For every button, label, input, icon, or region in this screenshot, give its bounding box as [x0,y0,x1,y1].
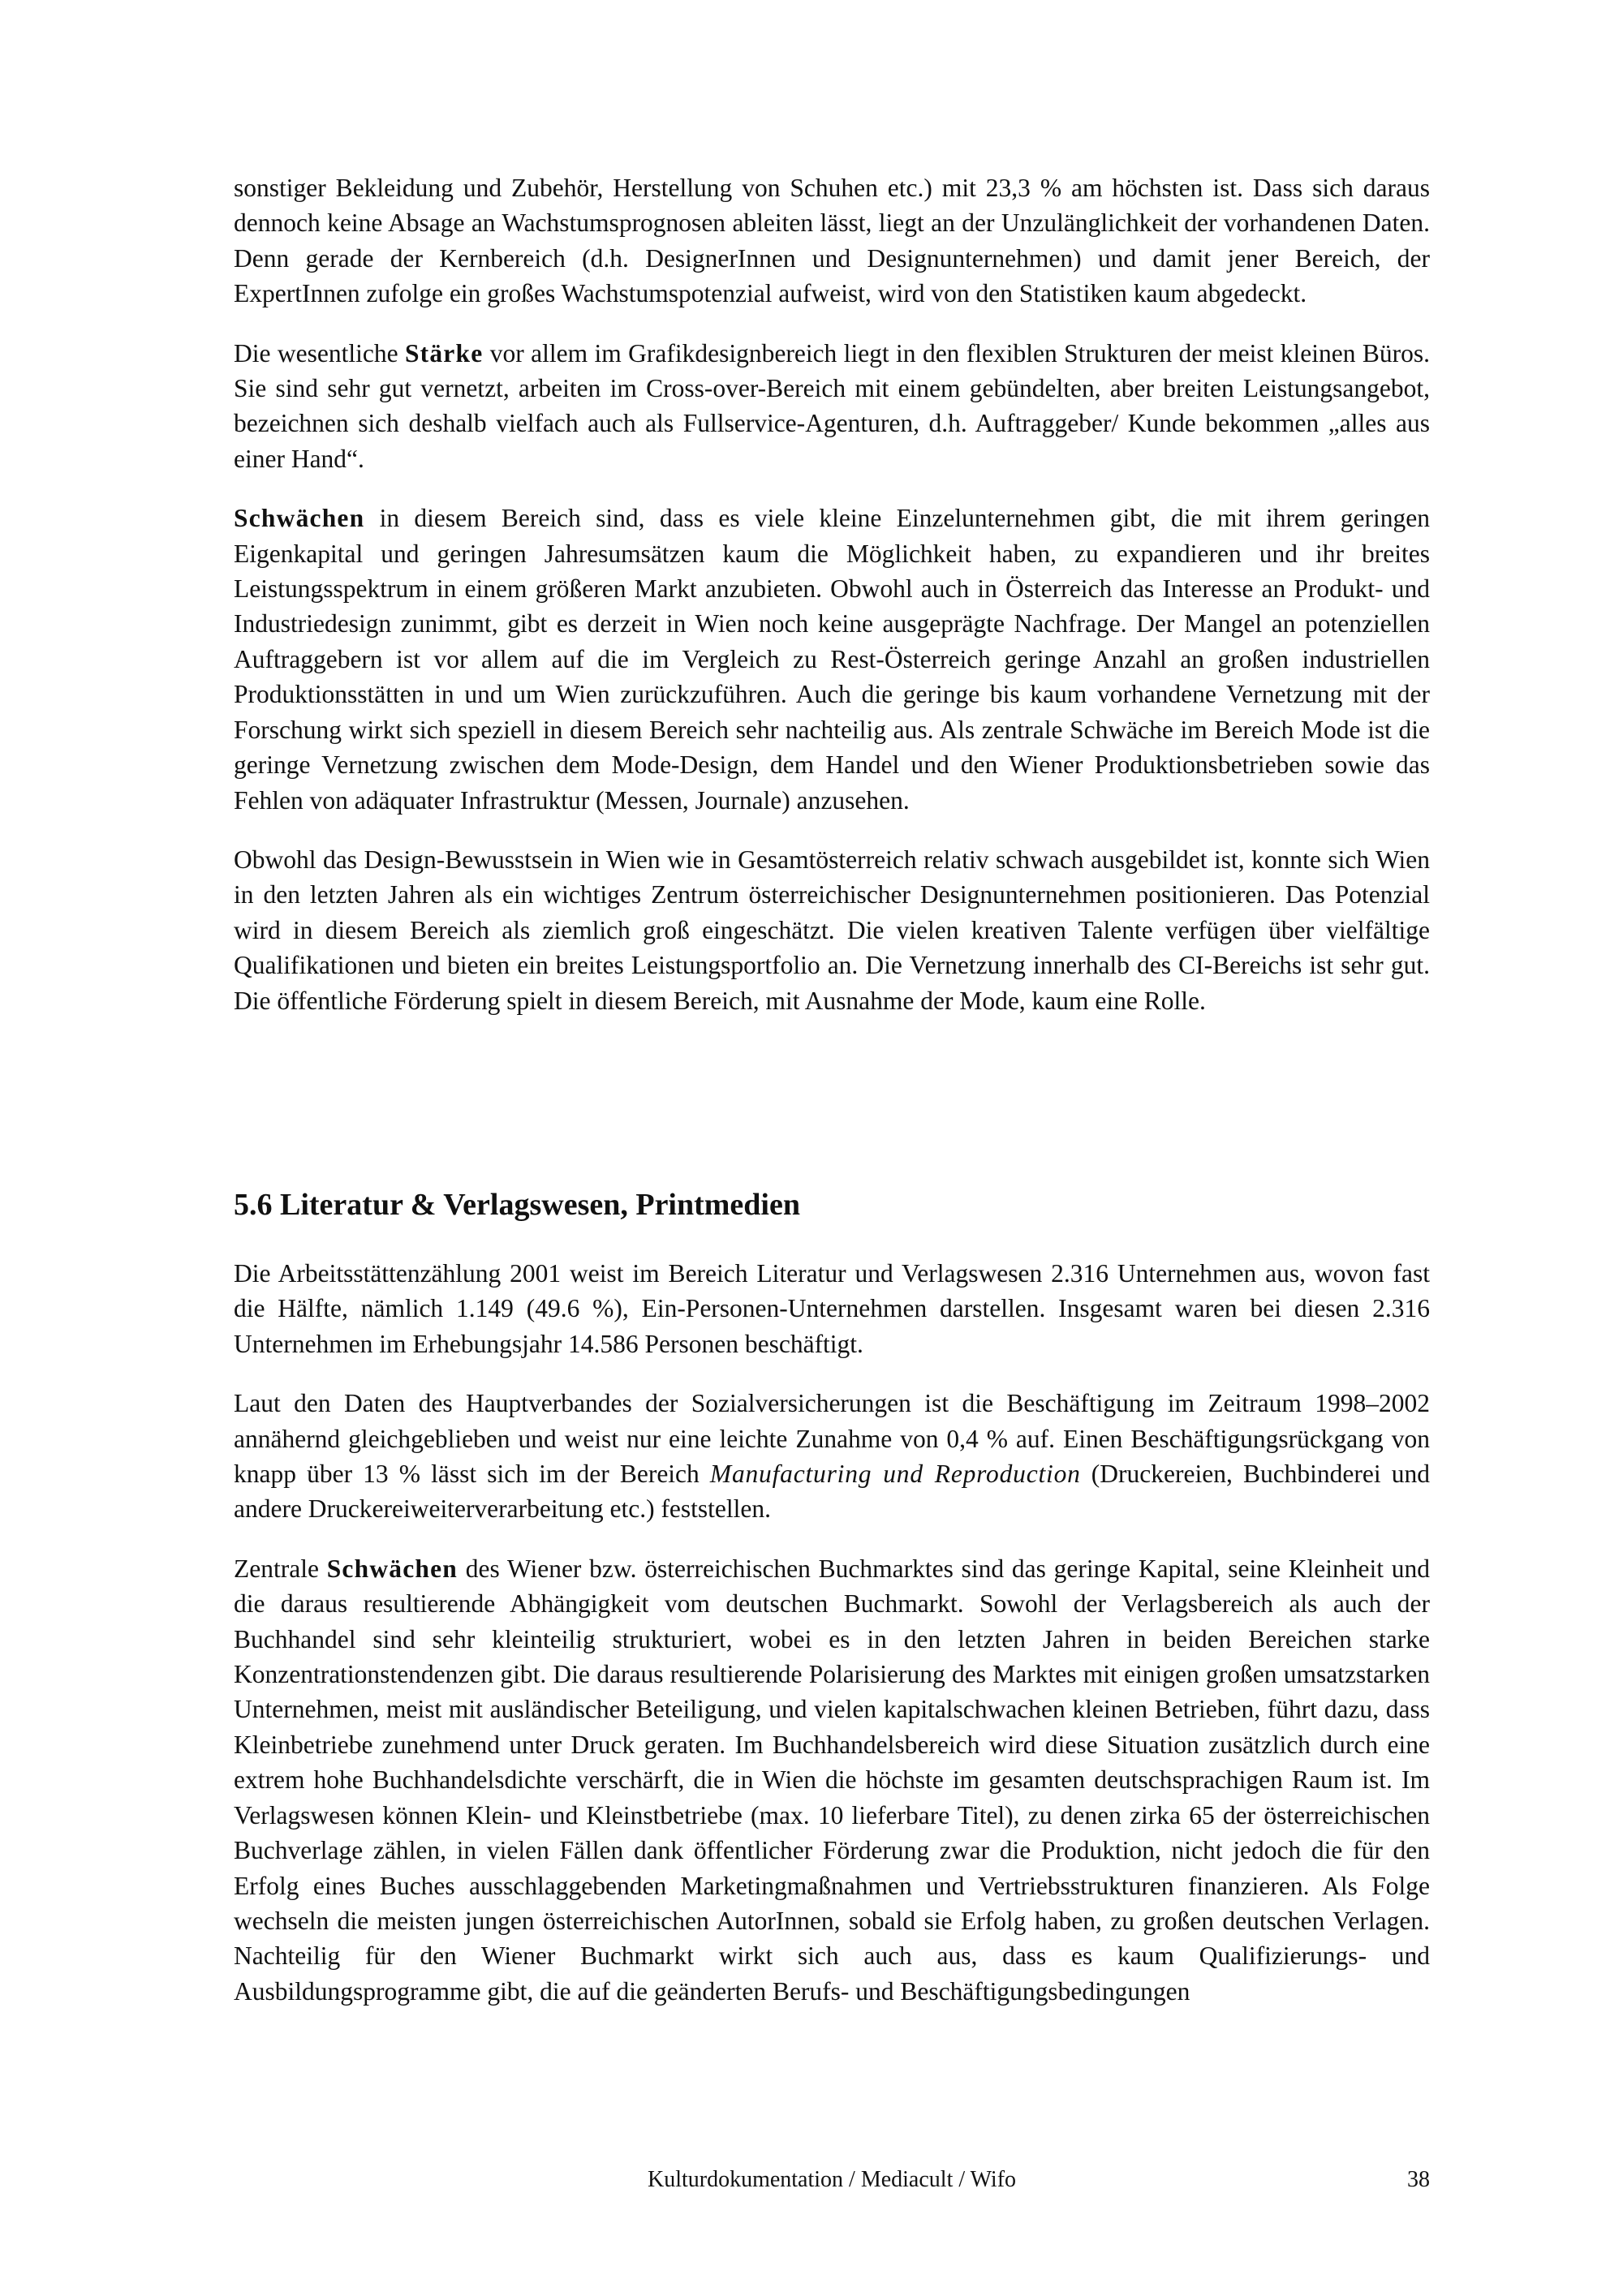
paragraph-text-rest: des Wiener bzw. österreichischen Buchmarktes sind das geringe Kapital, seine Kleinheit und die daraus resultierende Abhängigkeit vom deutschen Buchmarkt. Sowohl der Verlagsbereich als auch der Buchhandel sind sehr kleinteilig strukturiert, wobei es in den letzten Jahren in beiden Bereichen starke Konzentrationstendenzen gibt. Die daraus resultierende Polarisierung des Marktes mit einigen großen umsatzstarken Unternehmen, meist mit ausländischer Beteiligung, und vielen kapitalschwachen kleinen Betrieben, führt dazu, dass Kleinbetriebe zunehmend unter Druck geraten. Im Buchhandelsbereich wird diese Situation zusätzlich durch eine extrem hohe Buchhandelsdichte verschärft, die in Wien die höchste im gesamten deutschsprachigen Raum ist. Im Verlagswesen können Klein- und Kleinstbetriebe (max. 10 lieferbare Titel), zu denen zirka 65 der österreichischen Buchverlage zählen, in vielen Fällen dank öffentlicher Förderung zwar die Produktion, nicht jedoch die für den Erfolg eines Buches ausschlaggebenden Marketingmaßnahmen und Vertriebsstrukturen finanzieren. Als Folge wechseln die meisten jungen österreichischen AutorInnen, sobald sie Erfolg haben, zu großen deutschen Verlagen. Nachteilig für den Wiener Buchmarkt wirkt sich auch aus, dass es kaum Qualifizierungs- und Ausbildungsprogramme gibt, die auf die geänderten Berufs- und Beschäftigungsbedingungen [234,1554,1430,2006]
paragraph-text: Die Arbeitsstättenzählung 2001 weist im Bereich Literatur und Verlagswesen 2.316 Unternehmen aus, wovon fast die Hälfte, nämlich 1.149 (49.6 %), Ein-Personen-Unternehmen darstellen. Insgesamt waren bei diesen 2.316 Unternehmen im Erhebungsjahr 14.586 Personen beschäftigt. [234,1259,1430,1358]
emphasis-schwaechen: Schwächen [234,504,365,533]
paragraph-literature-census [234,1256,1430,1361]
paragraph-text-lead: Die wesentliche [234,338,405,368]
page-body [234,170,1431,2006]
paragraph-text-rest: vor allem im Grafikdesignbereich liegt in den flexiblen Strukturen der meist kleinen Büros. Sie sind sehr gut vernetzt, arbeiten im Cross-over-Bereich mit einem gebündelten, aber breiten Leistungsangebot, bezeichnen sich deshalb vielfach auch als Fullservice-Agenturen, d.h. Auftraggeber/ Kunde bekommen „alles aus einer Hand“. [234,338,1431,473]
paragraph-design-strengths [234,336,1430,477]
paragraph-text-lead: Laut den Daten des Hauptverbandes der Sozialversicherungen ist die Beschäftigung im Zeitraum 1998–2002 annähernd gleichgeblieben und weist nur eine leichte Zunahme von 0,4 % auf. Einen Beschäftigungsrückgang von knapp über 13 % lässt sich im der Bereich [234,1389,1430,1489]
footer-source: Kulturdokumentation / Mediacult / Wifo [647,2167,1017,2192]
section-literature-body [234,1256,1430,2033]
paragraph-text: Obwohl das Design-Bewusstsein in Wien wie in Gesamtösterreich relativ schwach ausgebildet ist, konnte sich Wien in den letzten Jahren als ein wichtiges Zentrum österreichischer Designunternehmen positionieren. Das Potenzial wird in diesem Bereich als ziemlich groß eingeschätzt. Die vielen kreativen Talente verfügen über vielfältige Qualifikationen und bieten ein breites Leistungsportfolio an. Die Vernetzung innerhalb des CI-Bereichs ist sehr gut. Die öffentliche Förderung spielt in diesem Bereich, mit Ausnahme der Mode, kaum eine Rolle. [234,845,1430,1015]
paragraph-text-lead: Zentrale [234,1554,327,1583]
paragraph-literature-weaknesses [234,1551,1430,2009]
section-heading-literature: 5.6 Literatur & Verlagswesen, Printmedien [234,1188,800,1222]
paragraph-design-potential [234,842,1430,1018]
paragraph-text: sonstiger Bekleidung und Zubehör, Herstellung von Schuhen etc.) mit 23,3 % am höchsten ist. Dass sich daraus dennoch keine Absage an Wachstumsprognosen ableiten lässt, liegt an der Unzulänglichkeit der vorhandenen Daten. Denn gerade der Kernbereich (d.h. DesignerInnen und Designunternehmen) und damit jener Bereich, der ExpertInnen zufolge ein großes Wachstumspotenzial aufweist, wird von den Statistiken kaum abgedeckt. [234,174,1430,308]
page-number: 38 [1407,2167,1430,2192]
emphasis-manufacturing: Manufacturing und Reproduction [709,1460,1081,1489]
emphasis-schwaechen: Schwächen [326,1554,458,1583]
paragraph-text-rest: (Druckereien, Buchbinderei und andere Druckereiweiterverarbeitung etc.) feststellen. [234,1460,1431,1524]
paragraph-design-weaknesses [234,501,1430,818]
paragraph-literature-employment [234,1386,1430,1527]
emphasis-staerke: Stärke [404,338,484,368]
paragraph-text-rest: in diesem Bereich sind, dass es viele kleine Einzelunternehmen gibt, die mit ihrem geringen Eigenkapital und geringen Jahresumsätzen kaum die Möglichkeit haben, zu expandieren und ihr breites Leistungsspektrum in einem größeren Markt anzubieten. Obwohl auch in Österreich das Interesse an Produkt- und Industriedesign zunimmt, gibt es derzeit in Wien noch keine ausgeprägte Nachfrage. Der Mangel an potenziellen Auftraggebern ist vor allem auf die im Vergleich zu Rest-Österreich geringe Anzahl an großen industriellen Produktionsstätten in und um Wien zurückzuführen. Auch die geringe bis kaum vorhandene Vernetzung mit der Forschung wirkt sich speziell in diesem Bereich sehr nachteilig aus. Als zentrale Schwäche im Bereich Mode ist die geringe Vernetzung zwischen dem Mode-Design, dem Handel und den Wiener Produktionsbetrieben sowie das Fehlen von adäquater Infrastruktur (Messen, Journale) anzusehen. [234,504,1430,815]
paragraph-design-statistics [234,170,1430,312]
